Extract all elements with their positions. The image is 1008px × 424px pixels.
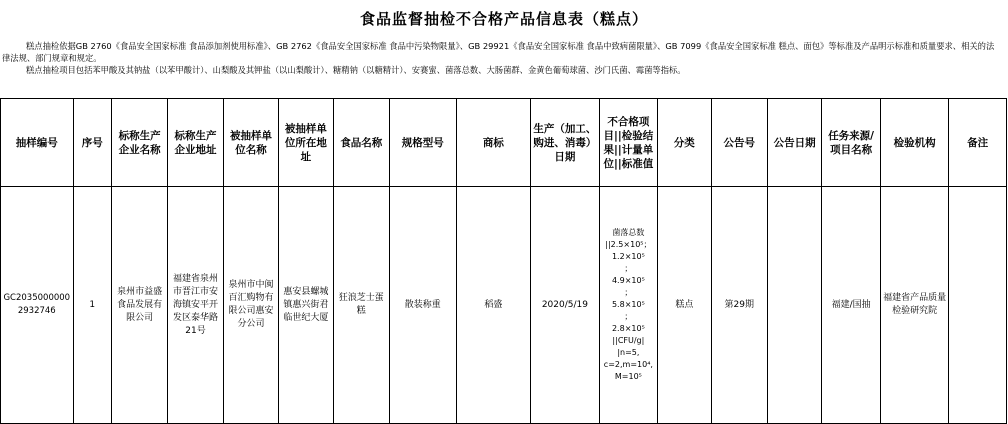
header-row (1, 99, 1007, 187)
col-header-sampled-unit: 被抽样单位名称 (223, 99, 278, 187)
result-line: ； (624, 264, 633, 273)
col-header-sample-no: 抽样编号 (1, 99, 74, 187)
cell-result (599, 187, 657, 424)
cell-seq: 1 (73, 187, 111, 424)
cell-sample-no: GC20350000002932746 (1, 187, 74, 424)
cell-category: 糕点 (658, 187, 711, 424)
col-header-sampled-address: 被抽样单位所在地址 (279, 99, 333, 187)
notes (0, 40, 1004, 98)
col-header-seq: 序号 (73, 99, 111, 187)
col-header-producer-address: 标称生产企业地址 (168, 99, 223, 187)
col-header-result: 不合格项目||检验结果||计量单位||标准值 (599, 99, 657, 187)
cell-sampled-unit: 泉州市中闽百汇购物有限公司惠安分公司 (223, 187, 278, 424)
cell-date: 2020/5/19 (531, 187, 600, 424)
col-header-lab: 检验机构 (880, 99, 949, 187)
result-line: c=2,m=10⁴, (603, 360, 653, 369)
cell-notice-date (767, 187, 821, 424)
result-line: ； (624, 312, 633, 321)
cell-lab: 福建省产品质量检验研究院 (880, 187, 949, 424)
col-header-spec: 规格型号 (390, 99, 457, 187)
note-standards: 糕点抽检依据GB 2760《食品安全国家标准 食品添加剂使用标准》、GB 2762《食品安全国家标准 食品中污染物限量》、GB 29921《食品安全国家标准 食品中致病菌限量》、GB 7099《食品安全国家标准 糕点、面包》等标准及产品明示标准和质量要求、相关的法律法规、部门规章和规定。 (2, 41, 995, 63)
result-line: 2.8×10⁵ (611, 324, 645, 333)
result-line: 菌落总数 (612, 228, 645, 237)
cell-remark (949, 187, 1007, 424)
cell-sampled-address: 惠安县螺城镇惠兴街君临世纪大厦 (279, 187, 333, 424)
col-header-food-name: 食品名称 (333, 99, 389, 187)
cell-producer-address: 福建省泉州市晋江市安海镇安平开发区泰华路21号 (168, 187, 223, 424)
result-line: M=10⁵ (614, 372, 642, 381)
cell-brand: 稻盛 (456, 187, 531, 424)
result-line: |n=5, (617, 348, 640, 357)
cell-notice-no: 第29期 (711, 187, 767, 424)
col-header-brand: 商标 (456, 99, 531, 187)
result-line: 4.9×10⁵ (611, 276, 645, 285)
table-row (1, 187, 1007, 424)
cell-food-name: 狂浪芝士蛋糕 (333, 187, 389, 424)
note-items: 糕点抽检项目包括苯甲酸及其钠盐（以苯甲酸计）、山梨酸及其钾盐（以山梨酸计）、糖精钠（以糖精计）、安赛蜜、菌落总数、大肠菌群、金黄色葡萄球菌、沙门氏菌、霉菌等指标。 (26, 65, 686, 75)
results-table (0, 98, 1007, 424)
col-header-remark: 备注 (949, 99, 1007, 187)
col-header-notice-no: 公告号 (711, 99, 767, 187)
col-header-producer-name: 标称生产企业名称 (111, 99, 167, 187)
result-line: ||2.5×10⁵； (605, 240, 652, 249)
col-header-date: 生产（加工、购进、消毒）日期 (531, 99, 600, 187)
result-line: 1.2×10⁵ (611, 252, 645, 261)
cell-task-source: 福建/国抽 (822, 187, 880, 424)
result-line: 5.8×10⁵ (611, 300, 645, 309)
col-header-notice-date: 公告日期 (767, 99, 821, 187)
cell-spec: 散装称重 (390, 187, 457, 424)
page-title: 食品监督抽检不合格产品信息表（糕点） (359, 9, 648, 28)
result-line: ； (624, 288, 633, 297)
col-header-category: 分类 (658, 99, 711, 187)
cell-producer-name: 泉州市益盛食品发展有限公司 (111, 187, 167, 424)
result-line: ||CFU/g| (612, 336, 645, 345)
col-header-task-source: 任务来源/项目名称 (822, 99, 880, 187)
